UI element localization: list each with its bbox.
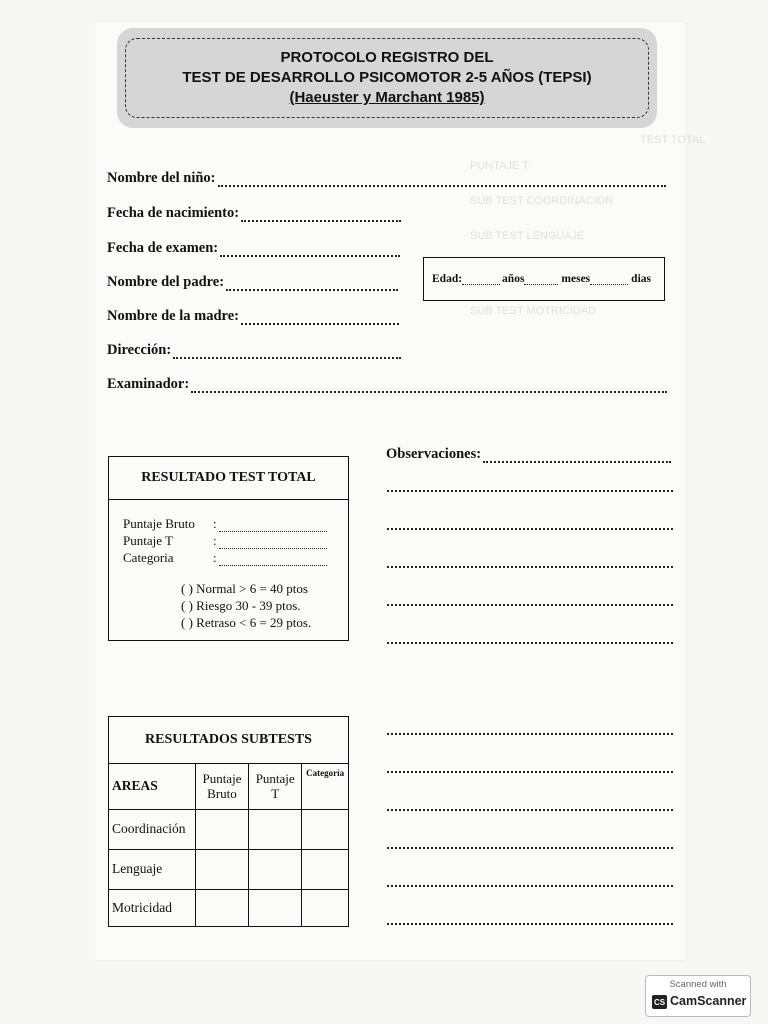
categoria-label: Categoria bbox=[123, 550, 174, 565]
camscanner-logo-icon: CS bbox=[652, 995, 667, 1009]
edad-meses-label: meses bbox=[561, 273, 591, 285]
field-blank[interactable] bbox=[173, 345, 401, 359]
table-row bbox=[109, 849, 348, 889]
edad-anos-blank[interactable] bbox=[462, 274, 500, 285]
observaciones bbox=[386, 446, 671, 463]
header-areas: AREAS bbox=[109, 764, 195, 809]
table-cell[interactable] bbox=[249, 889, 302, 927]
field-fecha-nacimiento bbox=[107, 205, 401, 222]
observaciones-label: Observaciones: bbox=[386, 446, 482, 462]
field-label: Nombre del niño: bbox=[107, 170, 216, 186]
puntaje-t-blank[interactable] bbox=[219, 538, 327, 549]
separator: : bbox=[213, 516, 217, 531]
header-puntaje-bruto: Puntaje Bruto bbox=[195, 764, 248, 809]
field-blank[interactable] bbox=[241, 311, 399, 325]
observaciones-blank[interactable] bbox=[483, 449, 671, 463]
observaciones-line[interactable] bbox=[387, 733, 673, 735]
field-nombre-madre bbox=[107, 308, 399, 325]
table-cell[interactable] bbox=[195, 889, 248, 927]
observaciones-line[interactable] bbox=[387, 490, 673, 492]
observaciones-line[interactable] bbox=[387, 528, 673, 530]
category-option-riesgo[interactable]: ( ) Riesgo 30 - 39 ptos. bbox=[181, 598, 301, 613]
edad-box bbox=[423, 257, 665, 301]
field-fecha-examen bbox=[107, 240, 400, 257]
resultado-total-title: RESULTADO TEST TOTAL bbox=[109, 457, 348, 500]
resultado-total-box bbox=[108, 456, 349, 641]
subtests-table bbox=[109, 764, 348, 927]
category-option-normal[interactable]: ( ) Normal > 6 = 40 ptos bbox=[181, 581, 308, 596]
camscanner-name: CamScanner bbox=[670, 994, 747, 1008]
observaciones-line[interactable] bbox=[387, 604, 673, 606]
table-row bbox=[109, 889, 348, 927]
edad-dias-blank[interactable] bbox=[590, 274, 628, 285]
field-blank[interactable] bbox=[226, 277, 398, 291]
puntaje-bruto-blank[interactable] bbox=[219, 521, 327, 532]
table-cell[interactable] bbox=[195, 809, 248, 849]
header-title-line1: PROTOCOLO REGISTRO DEL bbox=[280, 49, 494, 66]
field-blank[interactable] bbox=[218, 173, 666, 187]
subtests-title: RESULTADOS SUBTESTS bbox=[109, 717, 348, 764]
puntaje-bruto-row bbox=[123, 516, 327, 532]
table-cell[interactable] bbox=[249, 849, 302, 889]
header-banner bbox=[117, 28, 657, 128]
table-cell[interactable] bbox=[302, 889, 348, 927]
header-title-line2: TEST DE DESARROLLO PSICOMOTOR 2-5 AÑOS (TEPSI) bbox=[182, 69, 592, 86]
categoria-row bbox=[123, 550, 327, 566]
header-categoria: Categoría bbox=[302, 764, 348, 809]
resultados-subtests-box bbox=[108, 716, 349, 927]
category-option-retraso[interactable]: ( ) Retraso < 6 = 29 ptos. bbox=[181, 615, 312, 630]
field-examinador bbox=[107, 376, 667, 393]
ghost-text: SUB TEST LENGUAJE bbox=[470, 230, 585, 242]
area-coordinacion: Coordinación bbox=[109, 809, 195, 849]
camscanner-badge bbox=[645, 975, 751, 1017]
header-puntaje-t: Puntaje T bbox=[249, 764, 302, 809]
header-frame bbox=[125, 38, 649, 118]
table-header-row bbox=[109, 764, 348, 809]
area-lenguaje: Lenguaje bbox=[109, 849, 195, 889]
field-label: Fecha de nacimiento: bbox=[107, 205, 240, 221]
ghost-text: PUNTAJE T bbox=[470, 160, 529, 172]
separator: : bbox=[213, 533, 217, 548]
field-direccion bbox=[107, 342, 401, 359]
field-label: Dirección: bbox=[107, 342, 172, 358]
table-cell[interactable] bbox=[302, 849, 348, 889]
observaciones-line[interactable] bbox=[387, 642, 673, 644]
table-cell[interactable] bbox=[249, 809, 302, 849]
ghost-text: SUB TEST MOTRICIDAD bbox=[470, 305, 597, 317]
field-nombre-padre bbox=[107, 274, 398, 291]
ghost-text: SUB TEST COORDINACIÓN bbox=[470, 195, 614, 207]
header-title-line3: (Haeuster y Marchant 1985) bbox=[289, 89, 485, 106]
field-blank[interactable] bbox=[191, 379, 667, 393]
edad-dias-label: dias bbox=[631, 273, 651, 285]
ghost-text: TEST TOTAL bbox=[640, 134, 706, 146]
observaciones-line[interactable] bbox=[387, 566, 673, 568]
field-label: Nombre de la madre: bbox=[107, 308, 239, 324]
edad-meses-blank[interactable] bbox=[524, 274, 558, 285]
field-label: Examinador: bbox=[107, 376, 190, 392]
observaciones-line[interactable] bbox=[387, 847, 673, 849]
field-label: Nombre del padre: bbox=[107, 274, 225, 290]
categoria-blank[interactable] bbox=[219, 555, 327, 566]
table-cell[interactable] bbox=[302, 809, 348, 849]
observaciones-line[interactable] bbox=[387, 809, 673, 811]
puntaje-t-label: Puntaje T bbox=[123, 533, 173, 548]
field-nombre-nino bbox=[107, 170, 666, 187]
table-cell[interactable] bbox=[195, 849, 248, 889]
puntaje-t-row bbox=[123, 533, 327, 549]
field-label: Fecha de examen: bbox=[107, 240, 219, 256]
observaciones-line[interactable] bbox=[387, 771, 673, 773]
puntaje-bruto-label: Puntaje Bruto bbox=[123, 516, 195, 531]
observaciones-line[interactable] bbox=[387, 885, 673, 887]
separator: : bbox=[213, 550, 217, 565]
edad-anos-label: años bbox=[502, 273, 525, 285]
field-blank[interactable] bbox=[220, 243, 400, 257]
area-motricidad: Motricidad bbox=[109, 889, 195, 927]
table-row bbox=[109, 809, 348, 849]
edad-label: Edad: bbox=[432, 273, 463, 285]
observaciones-line[interactable] bbox=[387, 923, 673, 925]
scanned-with-label: Scanned with bbox=[669, 979, 727, 990]
field-blank[interactable] bbox=[241, 208, 401, 222]
